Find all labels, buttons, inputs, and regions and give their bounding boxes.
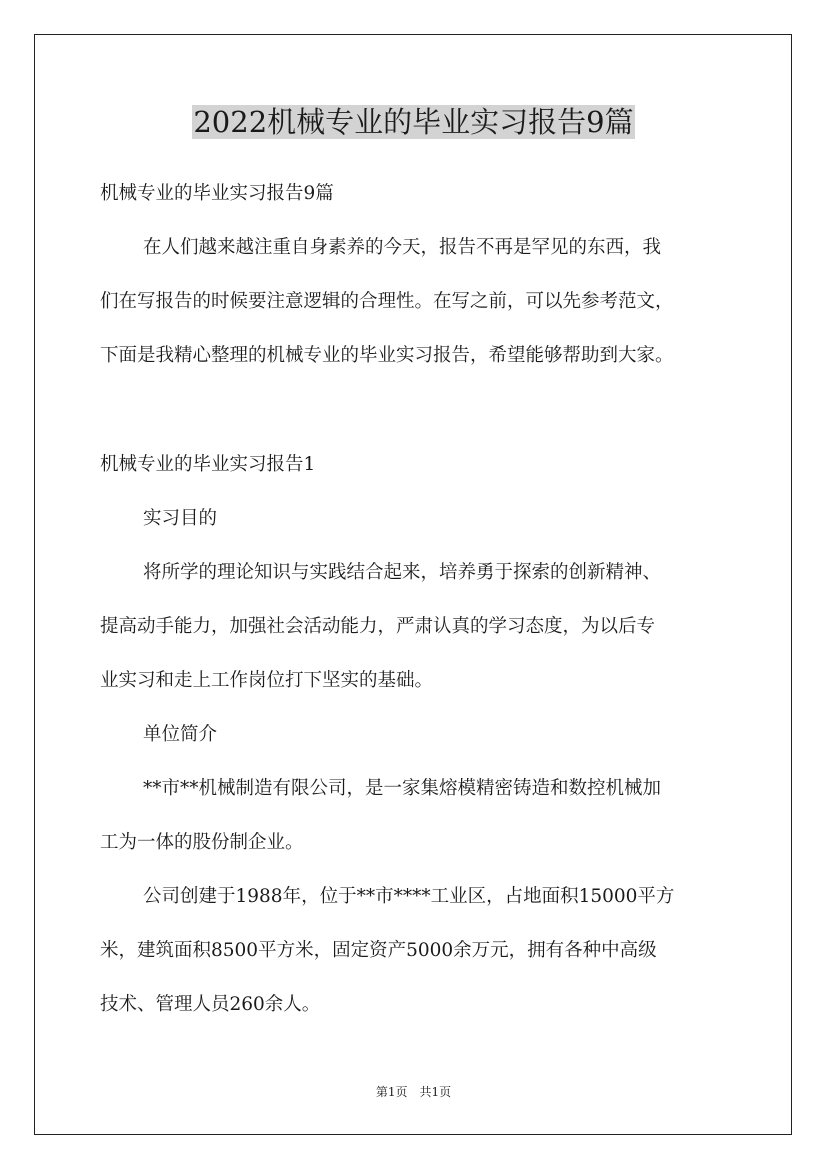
paragraph-line: 提高动手能力，加强社会活动能力，严肃认真的学习态度，为以后专 (100, 616, 656, 637)
document-title (0, 99, 827, 145)
page-footer: 第1页 共1页 (375, 1085, 452, 1099)
paragraph-line: 在人们越来越注重自身素养的今天，报告不再是罕见的东西，我 (143, 237, 662, 258)
paragraph-line: 业实习和走上工作岗位打下坚实的基础。 (100, 670, 434, 691)
paragraph-line: 下面是我精心整理的机械专业的毕业实习报告，希望能够帮助到大家。 (100, 345, 674, 366)
paragraph-line: 公司创建于1988年，位于**市****工业区，占地面积15000平方 (143, 886, 675, 907)
paragraph-line: **市**机械制造有限公司，是一家集熔模精密铸造和数控机械加 (143, 778, 662, 799)
paragraph-line: 将所学的理论知识与实践结合起来，培养勇于探索的创新精神、 (143, 562, 662, 583)
subheading-line: 单位简介 (143, 724, 218, 745)
paragraph-line: 米，建筑面积8500平方米，固定资产5000余万元，拥有各种中高级 (100, 940, 657, 961)
paragraph-line: 工为一体的股份制企业。 (100, 832, 304, 853)
subtitle-line: 机械专业的毕业实习报告9篇 (100, 183, 334, 204)
section-heading: 机械专业的毕业实习报告1 (100, 454, 316, 475)
paragraph-line: 们在写报告的时候要注意逻辑的合理性。在写之前，可以先参考范文， (100, 291, 674, 312)
subheading-line: 实习目的 (143, 508, 218, 529)
document-title-text: 2022机械专业的毕业实习报告9篇 (193, 105, 634, 139)
paragraph-line: 技术、管理人员260余人。 (100, 994, 321, 1015)
